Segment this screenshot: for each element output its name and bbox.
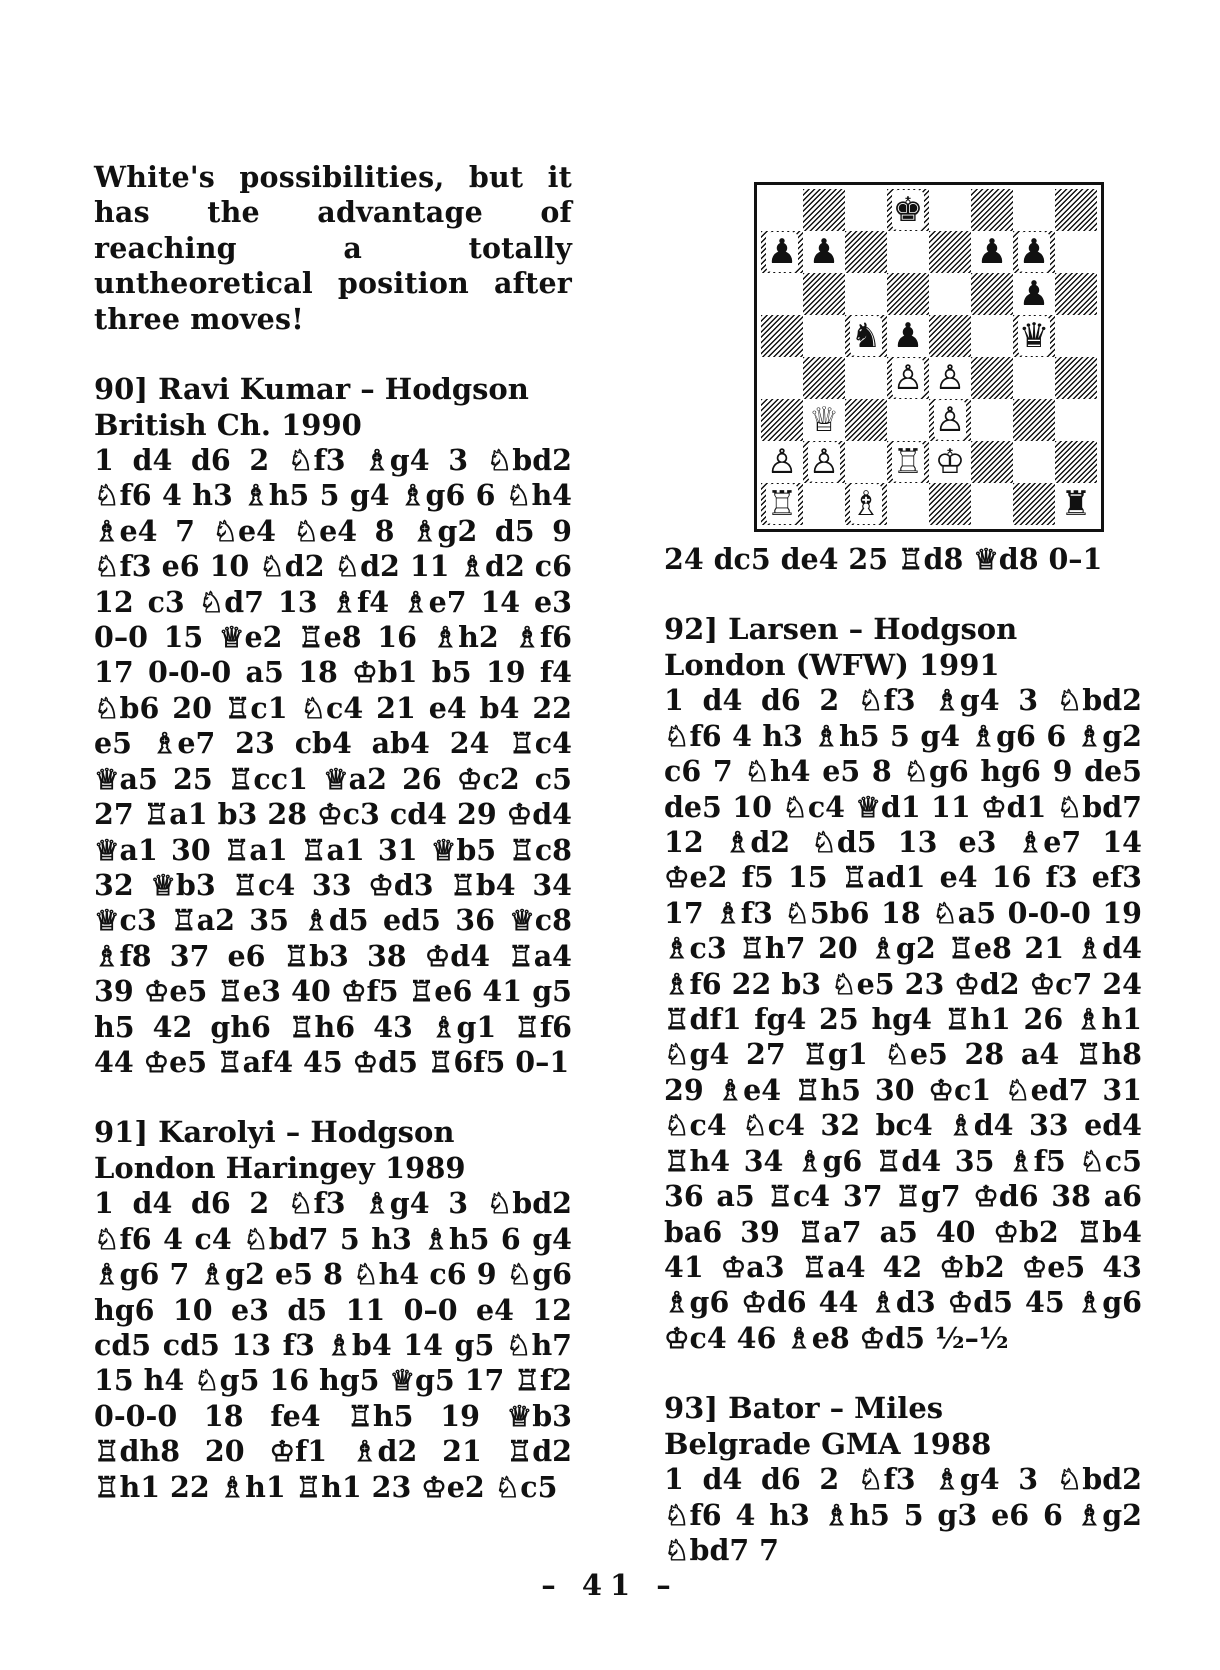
square-f1	[971, 483, 1013, 525]
game-90-conclusion: 24 dc5 de4 25 ♖d8 ♕d8 0–1	[664, 542, 1103, 576]
chess-diagram	[754, 182, 1102, 542]
white-rook-icon: ♖	[892, 442, 924, 482]
square-c5	[845, 315, 887, 357]
black-queen-icon: ♛	[1018, 316, 1050, 356]
square-g3	[1013, 399, 1055, 441]
game-91-players: 91] Karolyi – Hodgson	[94, 1115, 455, 1150]
game-91-moves: 1 d4 d6 2 ♘f3 ♗g4 3 ♘bd2 ♘f6 4 c4 ♘bd7 5 h3 ♗h5 6 g4 ♗g6 7 ♗g2 e5 8 ♘h4 c6 9 ♘g6 hg6 10 e3 d5 11 0–0 e4 12 cd5 cd5 13 f3 ♗b4 14 g5 ♘h7 15 h4 ♘g5 16 hg5 ♕g5 17 ♖f2 0-0-0 18 fe4 ♖h5 19 ♕b3 ♖dh8 20 ♔f1 ♗d2 21 ♖d2 ♖h1 22 ♗h1 ♖h1 23 ♔e2 ♘c5	[94, 1186, 572, 1504]
square-b2	[803, 441, 845, 483]
game-92-moves: 1 d4 d6 2 ♘f3 ♗g4 3 ♘bd2 ♘f6 4 h3 ♗h5 5 g4 ♗g6 6 ♗g2 c6 7 ♘h4 e5 8 ♘g6 hg6 9 de5 de5 10 ♘c4 ♕d1 11 ♔d1 ♘bd7 12 ♗d2 ♘d5 13 e3 ♗e7 14 ♔e2 f5 15 ♖ad1 e4 16 f3 ef3 17 ♗f3 ♘5b6 18 ♘a5 0-0-0 19 ♗c3 ♖h7 20 ♗g2 ♖e8 21 ♗d4 ♗f6 22 b3 ♘e5 23 ♔d2 ♔c7 24 ♖df1 fg4 25 hg4 ♖h1 26 ♗h1 ♘g4 27 ♖g1 ♘e5 28 a4 ♖h8 29 ♗e4 ♖h5 30 ♔c1 ♘ed7 31 ♘c4 ♘c4 32 bc4 ♗d4 33 ed4 ♖h4 34 ♗g6 ♖d4 35 ♗f5 ♘c5 36 a5 ♖c4 37 ♖g7 ♔d6 38 a6 ba6 39 ♖a7 a5 40 ♔b2 ♖b4 41 ♔a3 ♖a4 42 ♔b2 ♔e5 43 ♗g6 ♔d6 44 ♗d3 ♔d5 45 ♗g6 ♔c4 46 ♗e8 ♔d5 ½–½	[664, 683, 1142, 1355]
square-a8	[761, 189, 803, 231]
square-d1	[887, 483, 929, 525]
square-f4	[971, 357, 1013, 399]
square-b3	[803, 399, 845, 441]
game-91	[94, 1114, 572, 1505]
square-h8	[1055, 189, 1097, 231]
white-bishop-icon: ♗	[850, 484, 882, 524]
page-number: – 41 –	[541, 1568, 679, 1602]
game-90-moves: 1 d4 d6 2 ♘f3 ♗g4 3 ♘bd2 ♘f6 4 h3 ♗h5 5 g4 ♗g6 6 ♘h4 ♗e4 7 ♘e4 ♘e4 8 ♗g2 d5 9 ♘f3 e6 10 ♘d2 ♘d2 11 ♗d2 c6 12 c3 ♘d7 13 ♗f4 ♗e7 14 e3 0–0 15 ♕e2 ♖e8 16 ♗h2 ♗f6 17 0-0-0 a5 18 ♔b1 b5 19 f4 ♘b6 20 ♖c1 ♘c4 21 e4 b4 22 e5 ♗e7 23 cb4 ab4 24 ♖c4 ♕a5 25 ♖cc1 ♕a2 26 ♔c2 c5 27 ♖a1 b3 28 ♔c3 cd4 29 ♔d4 ♕a1 30 ♖a1 ♖a1 31 ♕b5 ♖c8 32 ♕b3 ♖c4 33 ♔d3 ♖b4 34 ♕c3 ♖a2 35 ♗d5 ed5 36 ♕c8 ♗f8 37 e6 ♖b3 38 ♔d4 ♖a4 39 ♔e5 ♖e3 40 ♔f5 ♖e6 41 g5 h5 42 gh6 ♖h6 43 ♗g1 ♖f6 44 ♔e5 ♖af4 45 ♔d5 ♖6f5 0–1	[94, 443, 572, 1079]
square-d3	[887, 399, 929, 441]
square-g7	[1013, 231, 1055, 273]
game-93	[664, 1390, 1142, 1568]
left-column	[94, 160, 572, 1505]
square-c8	[845, 189, 887, 231]
square-c4	[845, 357, 887, 399]
square-d6	[887, 273, 929, 315]
square-g4	[1013, 357, 1055, 399]
white-queen-icon: ♕	[808, 400, 840, 440]
square-g2	[1013, 441, 1055, 483]
square-b5	[803, 315, 845, 357]
square-a5	[761, 315, 803, 357]
white-pawn-icon: ♙	[892, 358, 924, 398]
square-h6	[1055, 273, 1097, 315]
square-d4	[887, 357, 929, 399]
square-d8	[887, 189, 929, 231]
black-knight-icon: ♞	[850, 316, 882, 356]
square-f8	[971, 189, 1013, 231]
square-e1	[929, 483, 971, 525]
square-h1	[1055, 483, 1097, 525]
square-a1	[761, 483, 803, 525]
square-g6	[1013, 273, 1055, 315]
square-f7	[971, 231, 1013, 273]
game-92-players: 92] Larsen – Hodgson	[664, 612, 1018, 647]
square-d5	[887, 315, 929, 357]
white-pawn-icon: ♙	[808, 442, 840, 482]
square-a4	[761, 357, 803, 399]
square-a3	[761, 399, 803, 441]
black-pawn-icon: ♟	[1018, 232, 1050, 272]
square-f6	[971, 273, 1013, 315]
white-pawn-icon: ♙	[766, 442, 798, 482]
square-d7	[887, 231, 929, 273]
game-93-moves: 1 d4 d6 2 ♘f3 ♗g4 3 ♘bd2 ♘f6 4 h3 ♗h5 5 g3 e6 6 ♗g2 ♘bd7 7	[664, 1462, 1142, 1567]
square-h7	[1055, 231, 1097, 273]
black-pawn-icon: ♟	[976, 232, 1008, 272]
black-rook-icon: ♜	[1060, 484, 1092, 524]
black-pawn-icon: ♟	[808, 232, 840, 272]
square-g5	[1013, 315, 1055, 357]
square-f2	[971, 441, 1013, 483]
white-pawn-icon: ♙	[934, 358, 966, 398]
square-e4	[929, 357, 971, 399]
white-king-icon: ♔	[934, 442, 966, 482]
game-91-event: London Haringey 1989	[94, 1151, 466, 1186]
square-a6	[761, 273, 803, 315]
square-f5	[971, 315, 1013, 357]
square-e3	[929, 399, 971, 441]
square-e8	[929, 189, 971, 231]
black-pawn-icon: ♟	[1018, 274, 1050, 314]
black-pawn-icon: ♟	[766, 232, 798, 272]
game-90	[94, 371, 572, 1080]
square-h4	[1055, 357, 1097, 399]
game-92	[664, 611, 1142, 1356]
square-f3	[971, 399, 1013, 441]
square-e2	[929, 441, 971, 483]
square-b4	[803, 357, 845, 399]
square-b1	[803, 483, 845, 525]
square-b7	[803, 231, 845, 273]
square-b8	[803, 189, 845, 231]
game-90-event: British Ch. 1990	[94, 408, 362, 443]
white-pawn-icon: ♙	[934, 400, 966, 440]
square-e5	[929, 315, 971, 357]
square-h3	[1055, 399, 1097, 441]
square-d2	[887, 441, 929, 483]
square-c6	[845, 273, 887, 315]
game-93-event: Belgrade GMA 1988	[664, 1427, 992, 1462]
square-b6	[803, 273, 845, 315]
square-g8	[1013, 189, 1055, 231]
black-king-icon: ♚	[892, 190, 924, 230]
square-h2	[1055, 441, 1097, 483]
white-rook-icon: ♖	[766, 484, 798, 524]
square-e6	[929, 273, 971, 315]
square-h5	[1055, 315, 1097, 357]
square-a7	[761, 231, 803, 273]
square-g1	[1013, 483, 1055, 525]
game-90-players: 90] Ravi Kumar – Hodgson	[94, 372, 529, 407]
square-e7	[929, 231, 971, 273]
game-92-event: London (WFW) 1991	[664, 648, 1000, 683]
chess-board	[754, 182, 1104, 532]
square-c2	[845, 441, 887, 483]
square-c7	[845, 231, 887, 273]
square-c3	[845, 399, 887, 441]
intro-paragraph: White's possibilities, but it has the advantage of reaching a totally untheoretical position after three moves!	[94, 160, 572, 336]
right-column	[664, 182, 1142, 1568]
game-93-players: 93] Bator – Miles	[664, 1391, 944, 1426]
square-a2	[761, 441, 803, 483]
square-c1	[845, 483, 887, 525]
black-pawn-icon: ♟	[892, 316, 924, 356]
